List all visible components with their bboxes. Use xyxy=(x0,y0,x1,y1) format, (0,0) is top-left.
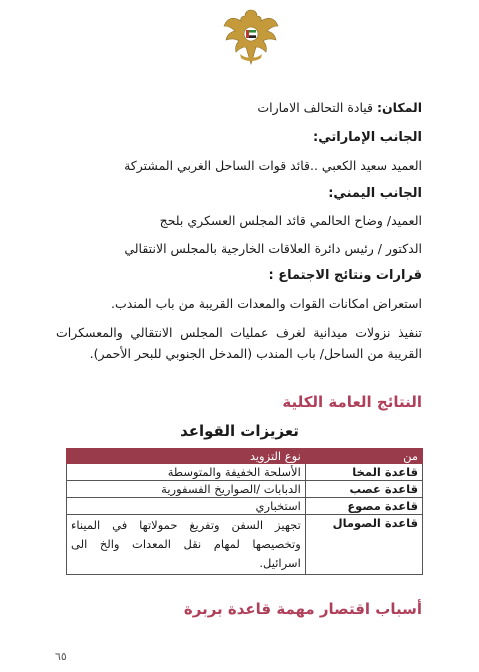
decisions-heading: قرارات ونتائج الاجتماع : xyxy=(268,268,422,283)
base-cell: قاعدة عصب xyxy=(305,481,422,498)
supply-cell: الأسلحة الخفيفة والمتوسطة xyxy=(67,464,306,481)
location-value: قيادة التحالف الامارات xyxy=(257,100,374,115)
berbera-heading: أسباب اقتصار مهمة قاعدة بربرة xyxy=(183,600,422,618)
decision-item: استعراض امكانات القوات والمعدات القريبة من باب المندب. xyxy=(111,296,422,311)
column-header-supply-type: نوع التزويد xyxy=(67,449,306,464)
uae-emblem-falcon-icon xyxy=(223,4,279,70)
decision-item: تنفيذ نزولات ميدانية لغرف عمليات المجلس الانتقالي والمعسكرات القريبة من الساحل/ باب المندب (المدخل الجنوبي للبحر الأحمر). xyxy=(56,325,422,361)
emirati-member: العميد سعيد الكعبي ..قائد قوات الساحل الغربي المشتركة xyxy=(124,158,422,173)
base-cell: قاعدة الصومال xyxy=(305,515,422,575)
general-results-heading: النتائج العامة الكلية xyxy=(282,393,422,411)
table-row xyxy=(67,481,423,498)
table-row xyxy=(67,498,423,515)
reinforcements-table xyxy=(66,448,423,575)
emirati-side-heading: الجانب الإماراتي: xyxy=(313,130,422,145)
location-label: المكان: xyxy=(377,100,422,115)
yemeni-side-heading: الجانب اليمني: xyxy=(328,186,422,201)
supply-cell: الدبابات /الصواريخ الفسفورية xyxy=(67,481,306,498)
page-number: ٦٥ xyxy=(55,650,67,663)
yemeni-member: العميد/ وضاح الحالمي قائد المجلس العسكري بلحج xyxy=(159,213,422,228)
table-header-row xyxy=(67,449,423,464)
supply-cell: استخباري xyxy=(67,498,306,515)
supply-cell: تجهيز السفن وتفريغ حمولاتها في الميناء وتخصيصها لمهام نقل المعدات والخ الى اسرائيل. xyxy=(67,515,306,575)
reinforcements-title: تعزيزات القواعد xyxy=(180,422,299,440)
table-row xyxy=(67,515,423,575)
table-row xyxy=(67,464,423,481)
base-cell: قاعدة المخا xyxy=(305,464,422,481)
yemeni-member: الدكتور / رئيس دائرة العلاقات الخارجية بالمجلس الانتقالي xyxy=(124,241,422,256)
column-header-from: من xyxy=(305,449,422,464)
location-line xyxy=(257,100,422,115)
base-cell: قاعدة مصوع xyxy=(305,498,422,515)
